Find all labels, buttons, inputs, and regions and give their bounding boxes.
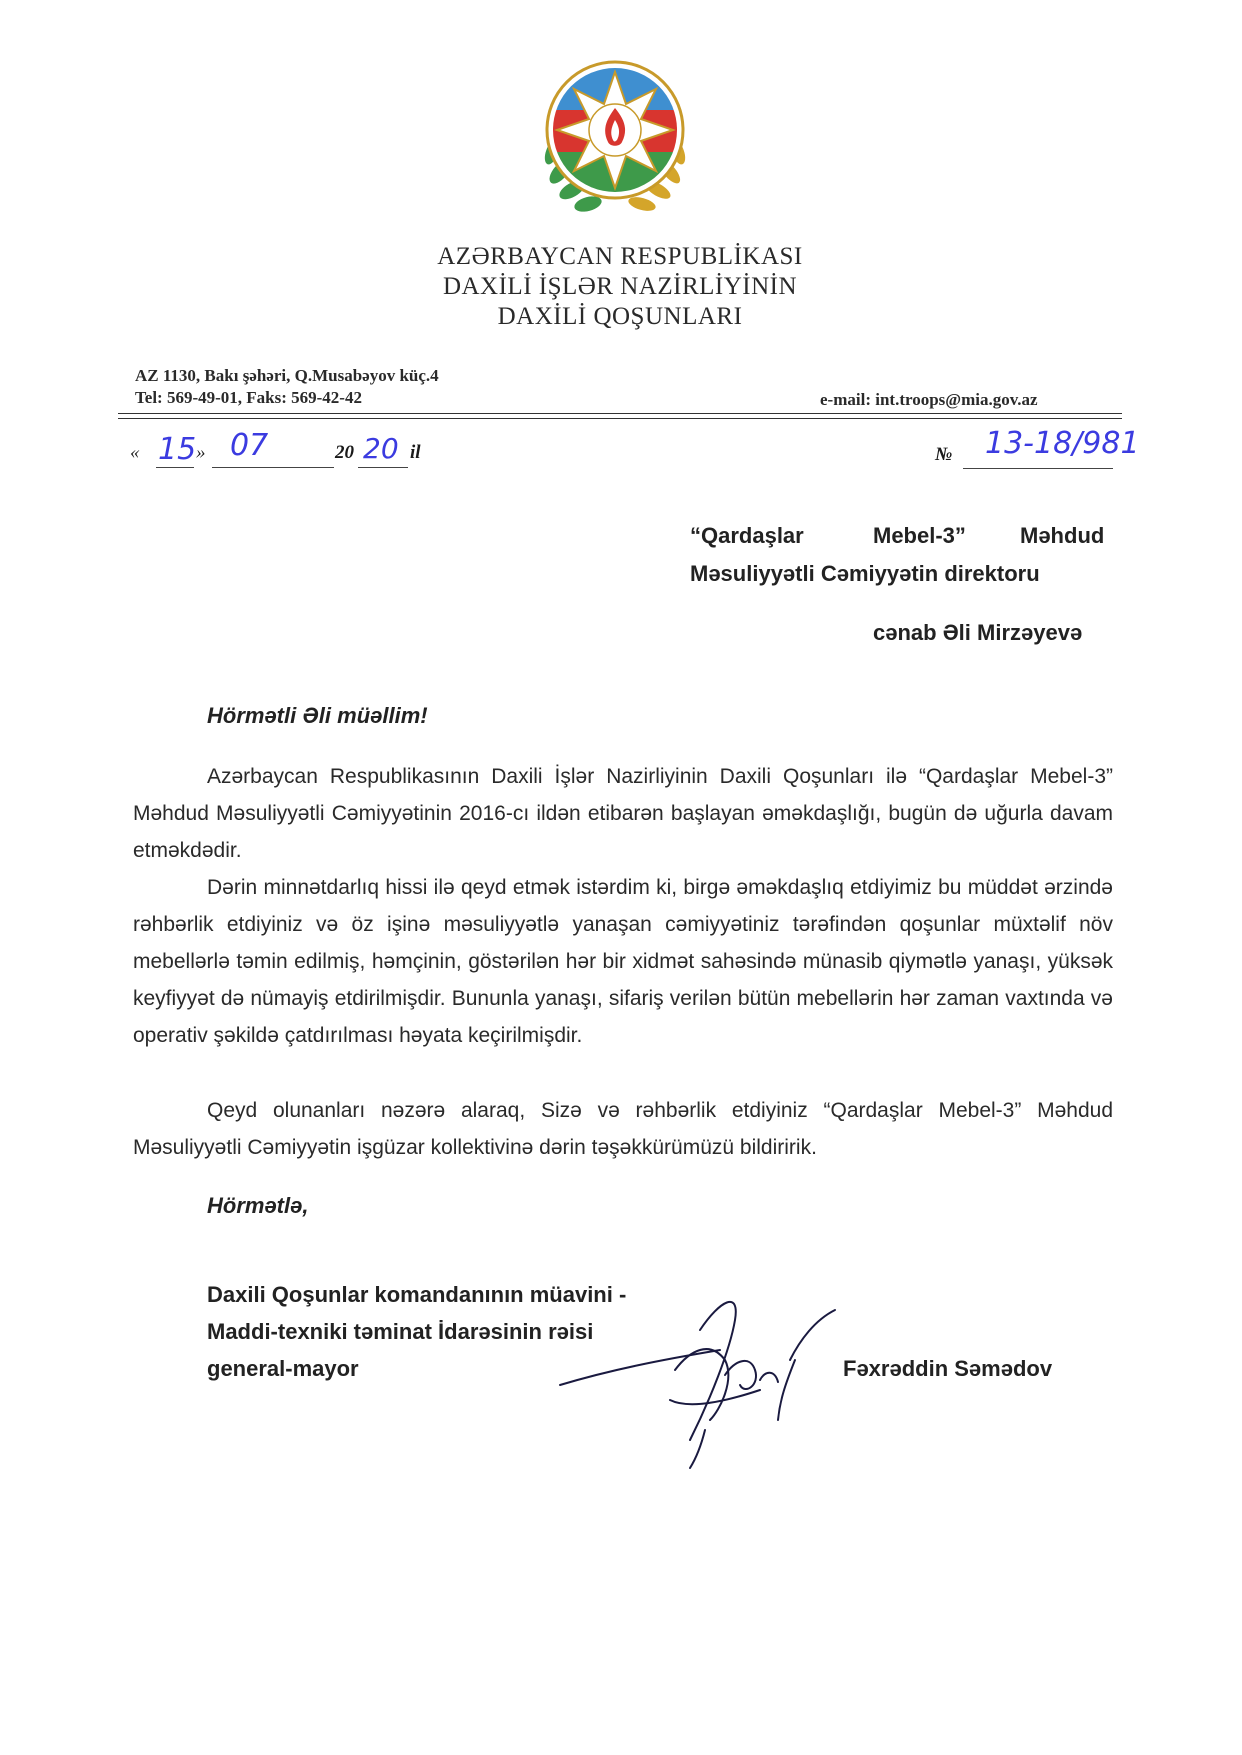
email-text: e-mail: int.troops@mia.gov.az [820, 390, 1038, 409]
date-line [130, 428, 460, 472]
date-suffix: il [410, 442, 421, 463]
header-rule-bottom [118, 418, 1122, 419]
date-close-quote: » [196, 442, 206, 463]
date-year-prefix: 20 [335, 442, 354, 463]
recipient-line1-part3: Məhdud [1020, 523, 1105, 548]
signatory-title-line2: Maddi-texniki təminat İdarəsinin rəisi [207, 1319, 594, 1344]
signatory-title-line1: Daxili Qoşunlar komandanının müavini - [207, 1282, 627, 1307]
number-label: № [935, 444, 953, 465]
org-name-line3: DAXİLİ QOŞUNLARI [497, 303, 743, 330]
recipient-line3: cənab Əli Mirzəyevə [873, 620, 1083, 645]
paragraph-2: Dərin minnətdarlıq hissi ilə qeyd etmək istərdim ki, birgə əməkdaşlıq etdiyimiz bu müddət ərzində rəhbərlik etdiyiniz və öz işinə məsuliyyətlə yanaşan cəmiyyətiniz tərəfindən qoşunlar müxtəlif növ mebellərlə təmin edilmiş, həmçinin, göstərilən hər bir xidmət sahəsində münasib qiymətlə yanaşı, yüksək keyfiyyət də nümayiş etdirilmişdir. Bununla yanaşı, sifariş verilən bütün mebellərin hər zaman vaxtında və operativ şəkildə çatdırılması həyata keçirilmişdir. [133, 876, 1113, 1047]
date-year: 20 [363, 432, 399, 465]
org-name-line2: DAXİLİ İŞLƏR NAZİRLİYİNİN [442, 273, 798, 300]
number-value: 13-18/981 [985, 426, 1140, 461]
greeting: Hörmətli Əli müəllim! [207, 703, 428, 728]
date-day: 15 [158, 432, 197, 467]
recipient-line1 [690, 523, 1120, 553]
paragraph-1: Azərbaycan Respublikasının Daxili İşlər Nazirliyinin Daxili Qoşunları ilə “Qardaşlar Mebel-3” Məhdud Məsuliyyətli Cəmiyyətinin 2016-cı ildən etibarən başlayan əməkdaşlığı, bugün də uğurla davam etməkdədir. [133, 765, 1113, 862]
paragraph-3: Qeyd olunanları nəzərə alaraq, Sizə və rəhbərlik etdiyiniz “Qardaşlar Mebel-3” Məhdud Məsuliyyətli Cəmiyyətin işgüzar kollektivinə dərin təşəkkürümüzü bildiririk. [133, 1099, 1113, 1159]
recipient-line2: Məsuliyyətli Cəmiyyətin direktoru [690, 561, 1040, 586]
address-text: AZ 1130, Bakı şəhəri, Q.Musabəyov küç.4 [135, 366, 439, 385]
org-name-line1: AZƏRBAYCAN RESPUBLİKASI [437, 243, 803, 270]
date-month: 07 [230, 428, 269, 463]
signatory-rank: general-mayor [207, 1356, 359, 1381]
phone-fax-text: Tel: 569-49-01, Faks: 569-42-42 [135, 388, 362, 407]
header-rule-top [118, 413, 1122, 414]
recipient-line1-part2: Mebel-3” [873, 523, 966, 548]
state-emblem-icon [530, 52, 700, 222]
closing: Hörmətlə, [207, 1193, 309, 1218]
document-number-line [935, 426, 1175, 472]
signatory-name: Fəxrəddin Səmədov [843, 1356, 1053, 1381]
recipient-line1-part1: “Qardaşlar [690, 523, 804, 548]
date-open-quote: « [130, 442, 140, 463]
handwritten-signature [550, 1290, 850, 1470]
